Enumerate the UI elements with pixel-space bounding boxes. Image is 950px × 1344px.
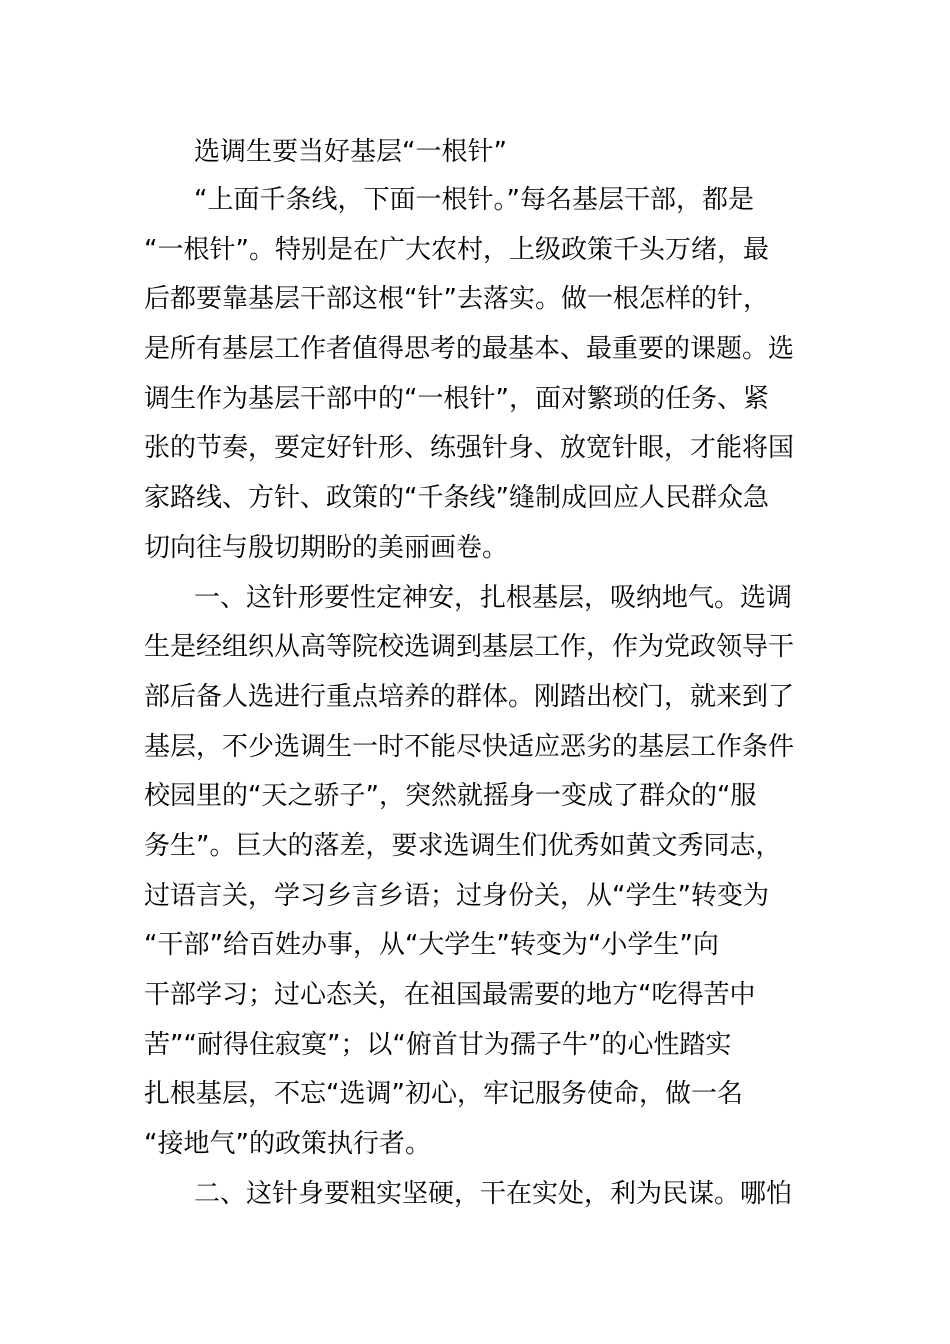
paragraph-1-line-1: “上面千条线，下面一根针。”每名基层干部，都是 bbox=[194, 185, 754, 215]
paragraph-2-line-10: 苦”“耐得住寂寞”；以“俯首甘为孺子牛”的心性踏实 bbox=[144, 1029, 732, 1060]
paragraph-2-line-3: 部后备人选进行重点培养的群体。刚踏出校门，就来到了 bbox=[144, 681, 795, 712]
paragraph-2-line-9: 干部学习；过心态关，在祖国最需要的地方“吃得苦中 bbox=[144, 980, 756, 1010]
paragraph-2-line-2: 生是经组织从高等院校选调到基层工作，作为党政领导干 bbox=[144, 632, 795, 663]
paragraph-2-line-8: “干部”给百姓办事，从“大学生”转变为“小学生”向 bbox=[144, 930, 719, 961]
paragraph-1-line-3: 后都要靠基层干部这根“针”去落实。做一根怎样的针， bbox=[144, 284, 769, 315]
paragraph-2-line-6: 务生”。巨大的落差，要求选调生们优秀如黄文秀同志， bbox=[144, 830, 782, 861]
paragraph-2-line-4: 基层，不少选调生一时不能尽快适应恶劣的基层工作条件 bbox=[144, 731, 795, 762]
paragraph-2-line-12: “接地气”的政策执行者。 bbox=[144, 1129, 431, 1160]
paragraph-1-line-2: “一根针”。特别是在广大农村，上级政策千头万绪，最 bbox=[144, 234, 769, 265]
paragraph-1-line-6: 张的节奏，要定好针形、练强针身、放宽针眼，才能将国 bbox=[144, 433, 795, 464]
paragraph-1-line-4: 是所有基层工作者值得思考的最基本、最重要的课题。选 bbox=[144, 334, 795, 365]
document-body bbox=[144, 176, 809, 1219]
paragraph-2-line-11: 扎根基层，不忘“选调”初心，牢记服务使命，做一名 bbox=[144, 1079, 743, 1110]
paragraph-3-line-1: 二、这针身要粗实坚硬，干在实处，利为民谋。哪怕 bbox=[194, 1178, 793, 1209]
paragraph-2-line-1: 一、这针形要性定神安，扎根基层，吸纳地气。选调 bbox=[194, 582, 793, 613]
paragraph-1-line-8: 切向往与殷切期盼的美丽画卷。 bbox=[144, 532, 509, 563]
paragraph-2-line-7: 过语言关，学习乡言乡语；过身份关，从“学生”转变为 bbox=[144, 880, 769, 911]
paragraph-1-line-5: 调生作为基层干部中的“一根针”，面对繁琐的任务、紧 bbox=[144, 383, 769, 414]
paragraph-1-line-7: 家路线、方针、政策的“千条线”缝制成回应人民群众急 bbox=[144, 483, 769, 514]
document-title: 选调生要当好基层“一根针” bbox=[194, 137, 507, 167]
paragraph-2-line-5: 校园里的“天之骄子”，突然就摇身一变成了群众的“服 bbox=[144, 781, 757, 812]
